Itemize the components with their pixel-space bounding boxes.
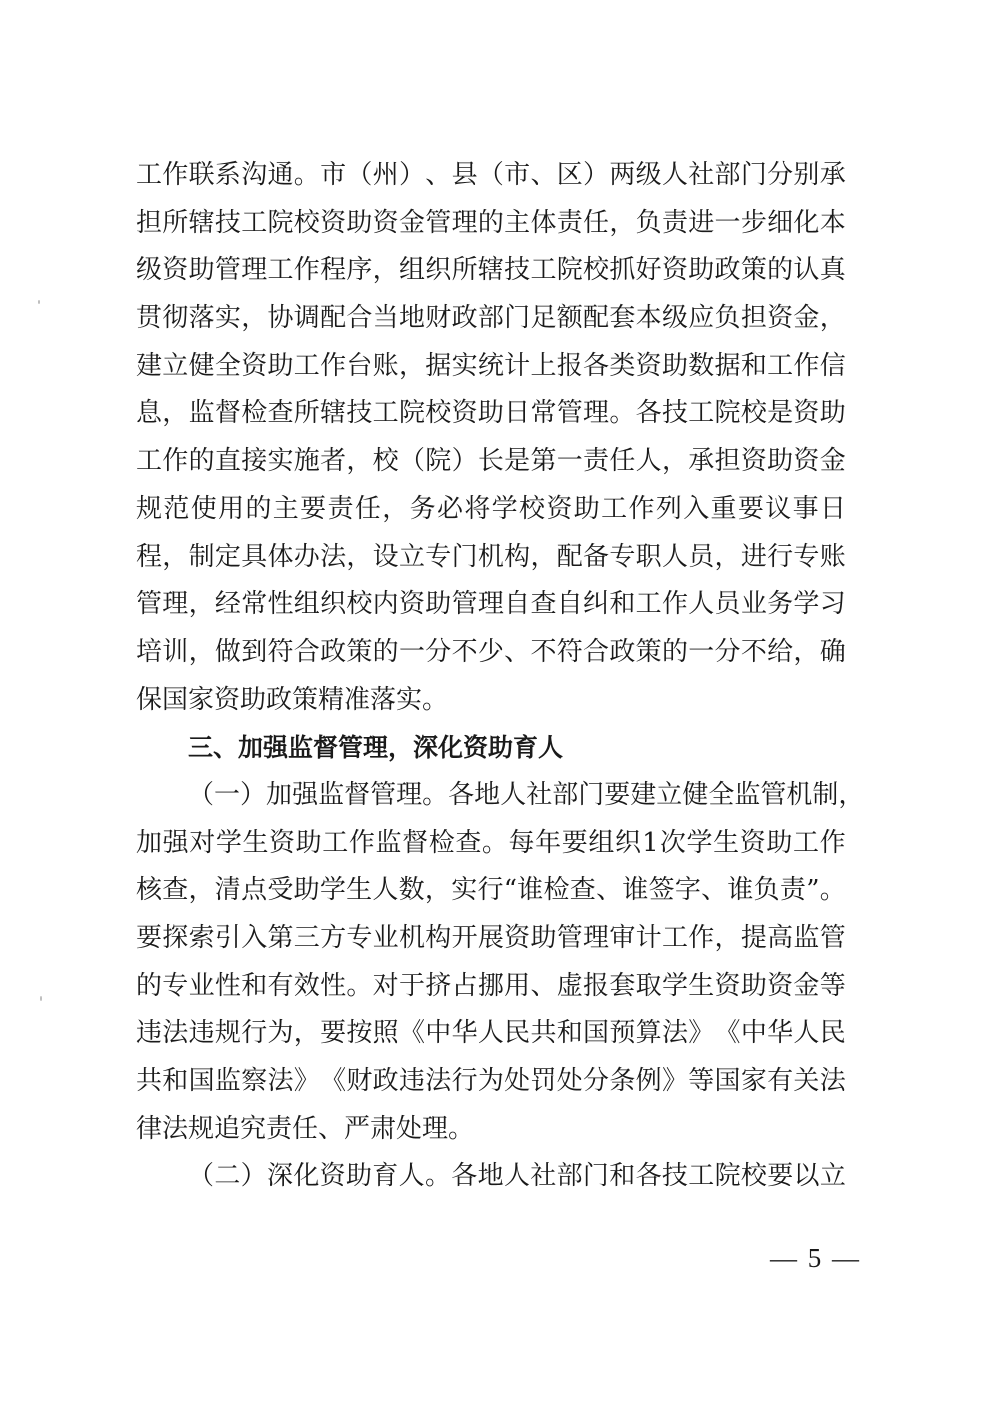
- text-line: 工 作 联 系 沟 通 。 市 （ 州 ） 、 县 （ 市 、 区 ） 两 级 人 社 部 门 分 别 承: [136, 160, 846, 190]
- text-line: 加 强 对 学 生 资 助 工 作 监 督 检 查 。 每 年 要 组 织 1 次 学 生 资 助 工 作: [136, 827, 846, 858]
- text-line: 程 ， 制 定 具 体 办 法 ， 设 立 专 门 机 构 ， 配 备 专 职 人 员 ， 进 行 专 账: [136, 541, 846, 572]
- text-line: 息 ， 监 督 检 查 所 辖 技 工 院 校 资 助 日 常 管 理 。 各 技 工 院 校 是 资 助: [136, 398, 846, 429]
- text-line: 律法规追究责任、严肃处理。: [136, 1113, 475, 1144]
- text-line: 违 法 违 规 行 为 ， 要 按 照 《 中 华 人 民 共 和 国 预 算 法 》 《 中 华 人 民: [136, 1018, 846, 1049]
- text-line: （ 二 ） 深 化 资 助 育 人 。 各 地 人 社 部 门 和 各 技 工 院 校 要 以 立: [188, 1161, 846, 1192]
- page-number: — 5 —: [770, 1243, 861, 1273]
- body-text: [136, 152, 865, 1201]
- text-line: 的 专 业 性 和 有 效 性 。 对 于 挤 占 挪 用 、 虚 报 套 取 学 生 资 助 资 金 等: [136, 970, 846, 1001]
- text-line: 工 作 的 直 接 实 施 者 ， 校 （ 院 ） 长 是 第 一 责 任 人 ， 承 担 资 助 资 金: [136, 446, 846, 477]
- text-line: 规 范 使 用 的 主 要 责 任 ， 务 必 将 学 校 资 助 工 作 列 入 重 要 议 事 日: [136, 493, 846, 524]
- text-line: 贯 彻 落 实 ， 协 调 配 合 当 地 财 政 部 门 足 额 配 套 本 级 应 负 担 资 金 ，: [136, 303, 846, 334]
- text-line: 核 查 ， 清 点 受 助 学 生 人 数 ， 实 行 “ 谁 检 查 、 谁 签 字 、 谁 负 责 ” 。: [136, 875, 846, 906]
- scan-speck: [40, 996, 42, 1001]
- text-line: 管 理 ， 经 常 性 组 织 校 内 资 助 管 理 自 查 自 纠 和 工 作 人 员 业 务 学 习: [136, 589, 846, 620]
- scan-speck: [38, 300, 40, 304]
- text-line: 担 所 辖 技 工 院 校 资 助 资 金 管 理 的 主 体 责 任 ， 负 责 进 一 步 细 化 本: [136, 207, 846, 238]
- text-line: 培 训 ， 做 到 符 合 政 策 的 一 分 不 少 、 不 符 合 政 策 的 一 分 不 给 ， 确: [136, 636, 846, 667]
- text-line: 共 和 国 监 察 法 》 《 财 政 违 法 行 为 处 罚 处 分 条 例 》 等 国 家 有 关 法: [136, 1066, 846, 1097]
- text-line: 保国家资助政策精准落实。: [136, 684, 449, 715]
- section-heading: 三、加强监督管理，深化资助育人: [188, 733, 564, 763]
- text-line: （ 一 ） 加 强 监 督 管 理 。 各 地 人 社 部 门 要 建 立 健 全 监 管 机 制 ，: [188, 779, 865, 810]
- text-line: 建 立 健 全 资 助 工 作 台 账 ， 据 实 统 计 上 报 各 类 资 助 数 据 和 工 作 信: [136, 350, 846, 381]
- text-line: 要 探 索 引 入 第 三 方 专 业 机 构 开 展 资 助 管 理 审 计 工 作 ， 提 高 监 管: [136, 923, 846, 953]
- text-line: 级 资 助 管 理 工 作 程 序 ， 组 织 所 辖 技 工 院 校 抓 好 资 助 政 策 的 认 真: [136, 255, 846, 286]
